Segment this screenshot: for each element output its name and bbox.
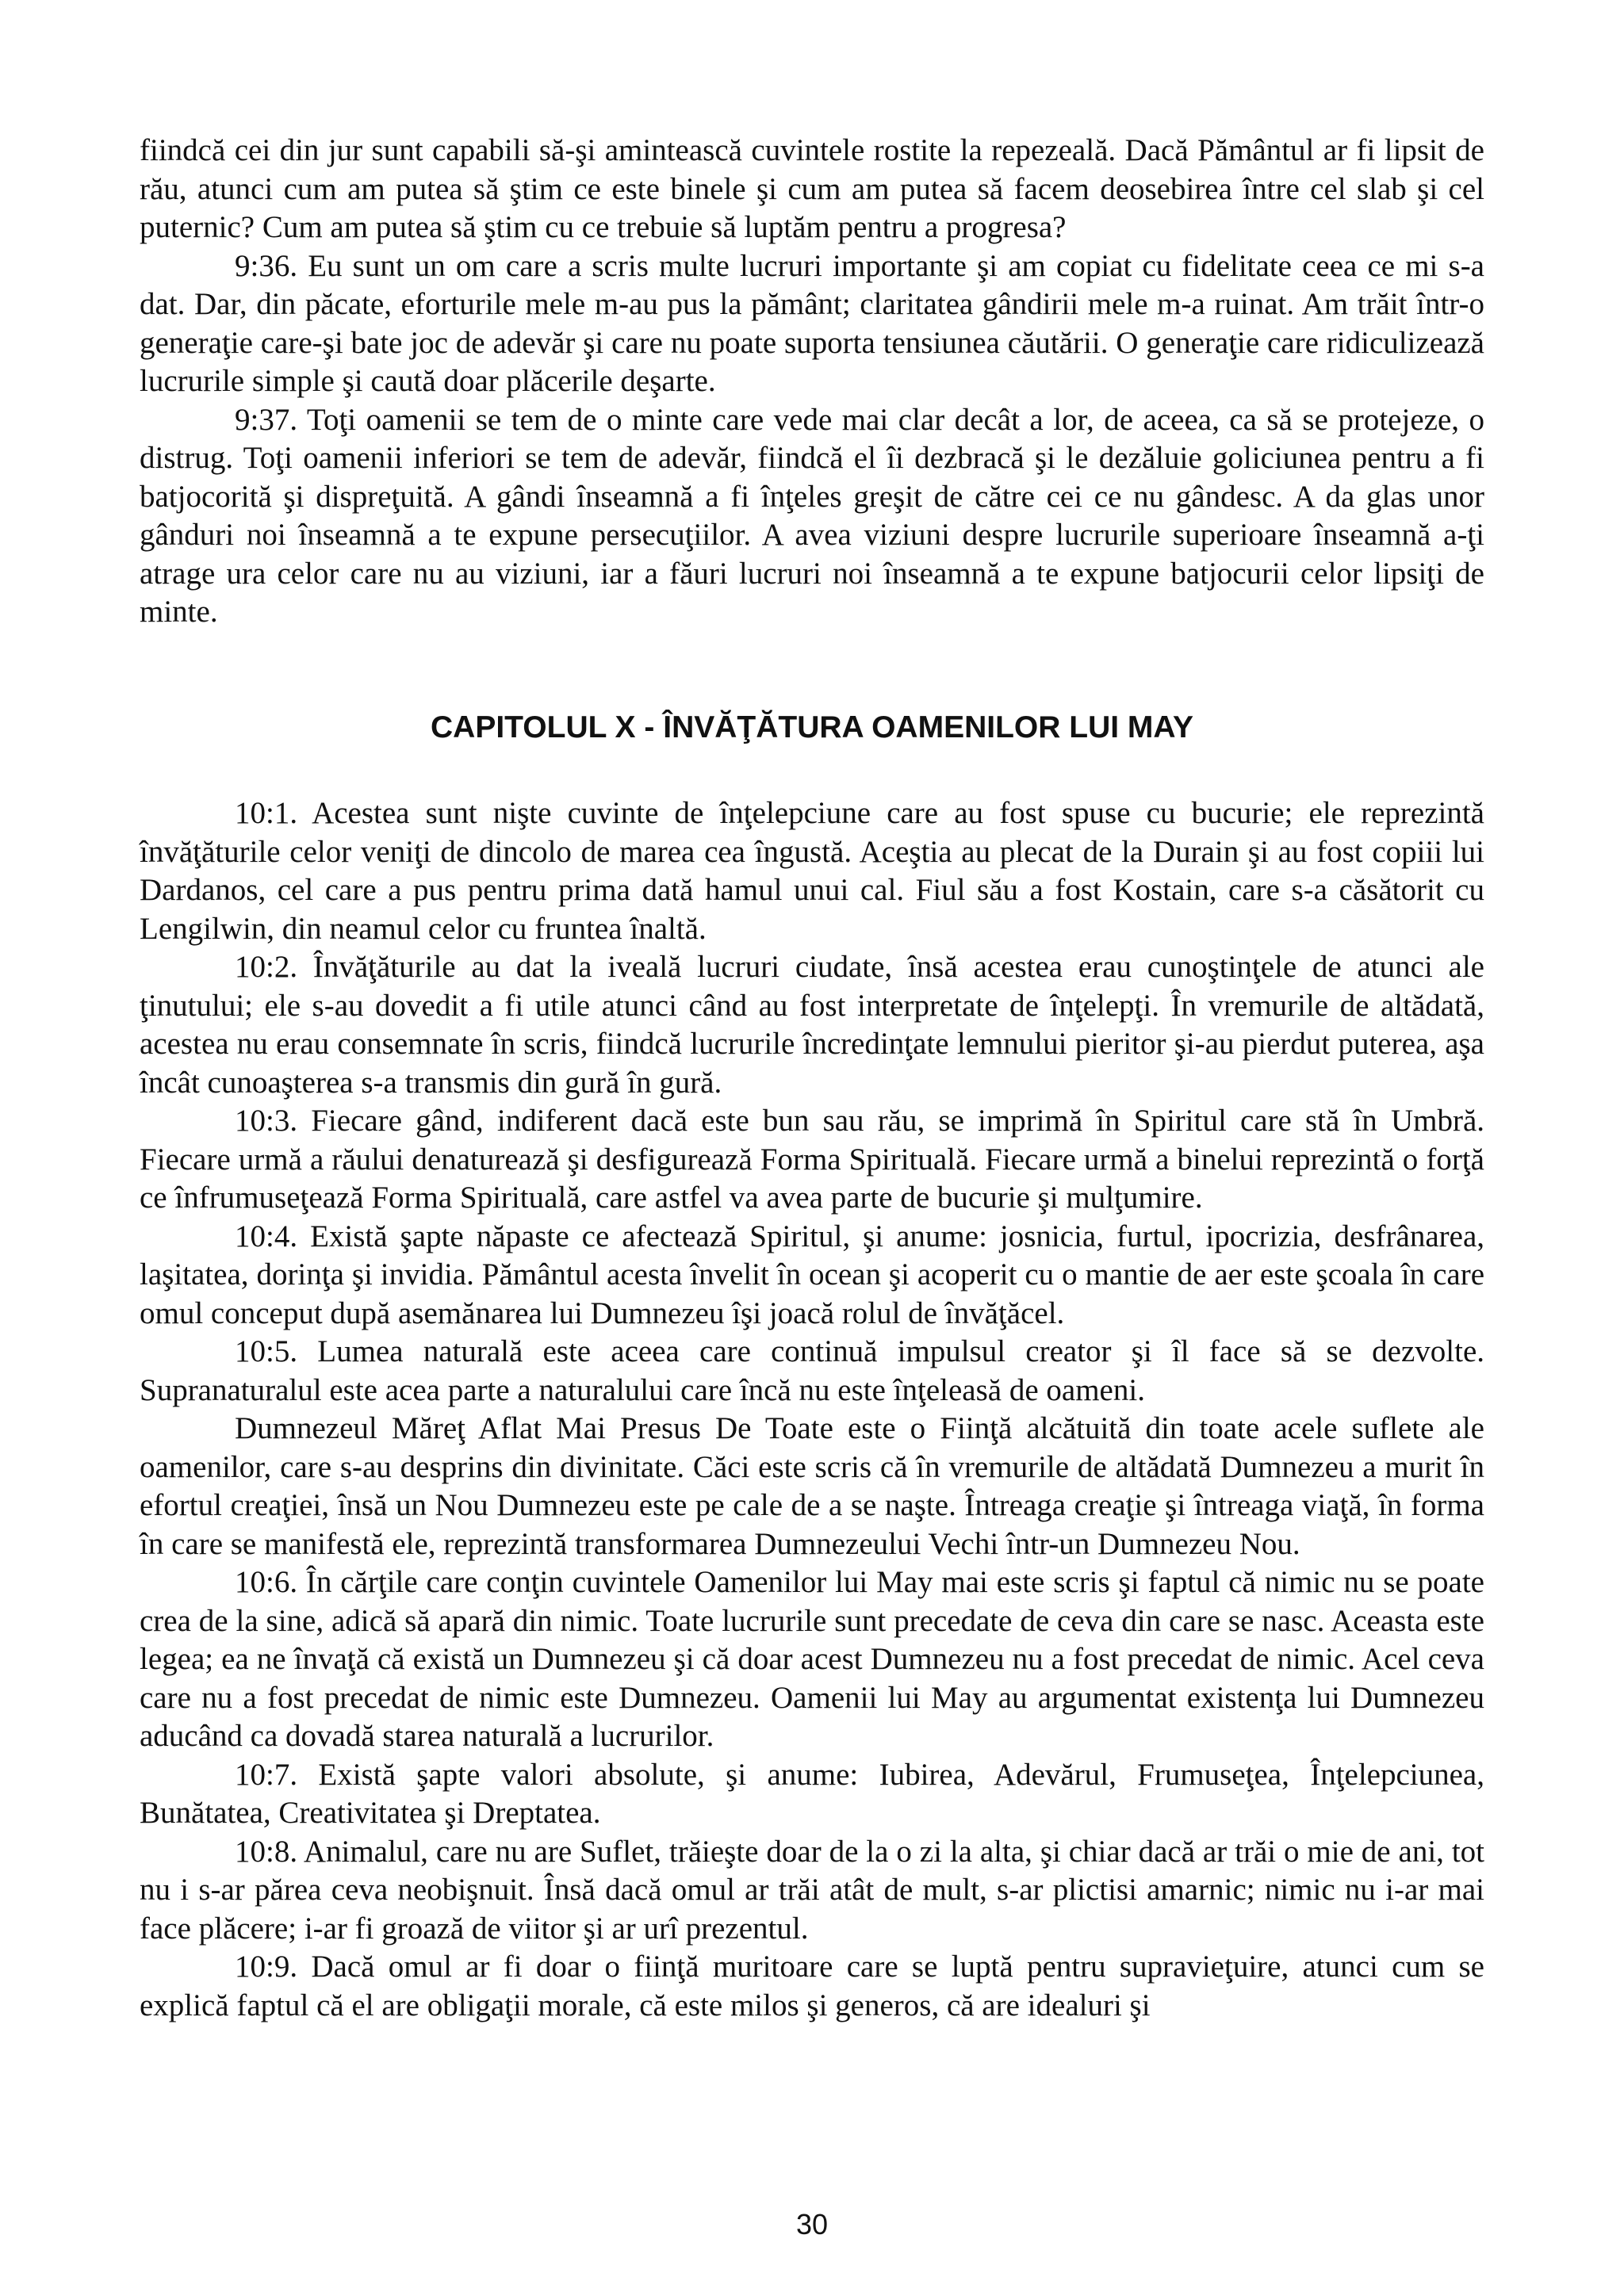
page-number: 30 bbox=[795, 2208, 829, 2241]
continuation-paragraph: fiindcă cei din jur sunt capabili să-şi amintească cuvintele rostite la repezeală. Dacă Pământul ar fi lipsit de rău, atunci cum am putea să ştim ce este binele şi cum am putea să facem deosebirea între cel slab şi cel puternic? Cum am putea să ştim cu ce trebuie să luptăm pentru a progresa? bbox=[140, 133, 1484, 244]
verse-10-7: 10:7. Există şapte valori absolute, şi anume: Iubirea, Adevărul, Frumuseţea, Înţelepciunea, Bunătatea, Creativitatea şi Dreptatea. bbox=[140, 1757, 1484, 1830]
verse-10-9: 10:9. Dacă omul ar fi doar o fiinţă muritoare care se luptă pentru supravieţuire, atunci cum se explică faptul că el are obligaţii morale, că este milos şi generos, că are idealuri şi bbox=[140, 1950, 1484, 2022]
verse-10-5-continued: Dumnezeul Măreţ Aflat Mai Presus De Toate este o Fiinţă alcătuită din toate acele suflete ale oamenilor, care s-au desprins din divinitate. Căci este scris că în vremurile de altădată Dumnezeu a murit în efortul creaţiei, însă un Nou Dumnezeu este pe cale de a se naşte. Întreaga creaţie şi întreaga viaţă, în forma în care se manifestă ele, reprezintă transformarea Dumnezeului Vechi într-un Dumnezeu Nou. bbox=[140, 1411, 1484, 1561]
verse-10-1: 10:1. Acestea sunt nişte cuvinte de înţelepciune care au fost spuse cu bucurie; ele reprezintă învăţăturile celor veniţi de dincolo de marea cea îngustă. Aceştia au plecat de la Durain şi au fost copiii lui Dardanos, cel care a pus pentru prima dată hamul unui cal. Fiul său a fost Kostain, care s-a căsătorit cu Lengilwin, din neamul celor cu fruntea înaltă. bbox=[140, 796, 1484, 946]
verse-10-8: 10:8. Animalul, care nu are Suflet, trăieşte doar de la o zi la alta, şi chiar dacă ar trăi o mie de ani, tot nu i s-ar părea ceva neobişnuit. Însă dacă omul ar trăi atât de mult, s-ar plictisi amarnic; nimic nu i-ar mai face plăcere; i-ar fi groază de viitor şi ar urî prezentul. bbox=[140, 1834, 1484, 1946]
verse-10-4: 10:4. Există şapte năpaste ce afectează Spiritul, şi anume: josnicia, furtul, ipocrizia, desfrânarea, laşitatea, dorinţa şi invidia. Pământul acesta învelit în ocean şi acoperit cu o mantie de aer este şcoala în care omul conceput după asemănarea lui Dumnezeu îşi joacă rolul de învăţăcel. bbox=[140, 1219, 1484, 1330]
verse-10-6: 10:6. În cărţile care conţin cuvintele Oamenilor lui May mai este scris şi faptul că nimic nu se poate crea de la sine, adică să apară din nimic. Toate lucrurile sunt precedate de ceva din care se nasc. Aceasta este legea; ea ne învaţă că există un Dumnezeu şi că doar acest Dumnezeu nu a fost precedat de nimic. Acel ceva care nu a fost precedat de nimic este Dumnezeu. Oamenii lui May au argumentat existenţa lui Dumnezeu aducând ca dovadă starea naturală a lucrurilor. bbox=[140, 1565, 1484, 1753]
verse-9-36: 9:36. Eu sunt un om care a scris multe lucruri importante şi am copiat cu fidelitate ceea ce mi s-a dat. Dar, din păcate, eforturile mele m-au pus la pământ; claritatea gândirii mele m-a ruinat. Am trăit într-o generaţie care-şi bate joc de adevăr şi care nu poate suporta tensiunea căutării. O generaţie care ridiculizează lucrurile simple şi caută doar plăcerile deşarte. bbox=[140, 248, 1484, 398]
chapter-text-section bbox=[140, 794, 1484, 2025]
verse-10-3: 10:3. Fiecare gând, indiferent dacă este bun sau rău, se imprimă în Spiritul care stă în Umbră. Fiecare urmă a răului denaturează şi desfigurează Forma Spirituală. Fiecare urmă a binelui reprezintă o forţă ce înfrumuseţează Forma Spirituală, care astfel va avea parte de bucurie şi mulţumire. bbox=[140, 1104, 1484, 1215]
verse-9-37: 9:37. Toţi oamenii se tem de o minte care vede mai clar decât a lor, de aceea, ca să se protejeze, o distrug. Toţi oamenii inferiori se tem de adevăr, fiindcă el îi dezbracă şi le dezăluie goliciunea pentru a fi batjocorită şi dispreţuită. A gândi înseamnă a fi înţeles greşit de către cei ce nu gândesc. A da glas unor gânduri noi înseamnă a te expune persecuţiilor. A avea viziuni despre lucrurile superioare înseamnă a-ţi atrage ura celor care nu au viziuni, iar a făuri lucruri noi înseamnă a te expune batjocurii celor lipsiţi de minte. bbox=[140, 402, 1484, 629]
chapter-title: CAPITOLUL X - ÎNVĂŢĂTURA OAMENILOR LUI MAY bbox=[430, 710, 1193, 744]
verse-10-5: 10:5. Lumea naturală este aceea care continuă impulsul creator şi îl face să se dezvolte. Supranaturalul este acea parte a naturalului care încă nu este înţeleasă de oameni. bbox=[140, 1334, 1484, 1407]
top-text-section bbox=[140, 132, 1484, 632]
verse-10-2: 10:2. Învăţăturile au dat la iveală lucruri ciudate, însă acestea erau cunoştinţele de atunci ale ţinutului; ele s-au dovedit a fi utile atunci când au fost interpretate de înţelepţi. În vremurile de altădată, acestea nu erau consemnate în scris, fiindcă lucrurile încredinţate lemnului pieritor şi-au pierdut puterea, aşa încât cunoaşterea s-a transmis din gură în gură. bbox=[140, 950, 1484, 1100]
